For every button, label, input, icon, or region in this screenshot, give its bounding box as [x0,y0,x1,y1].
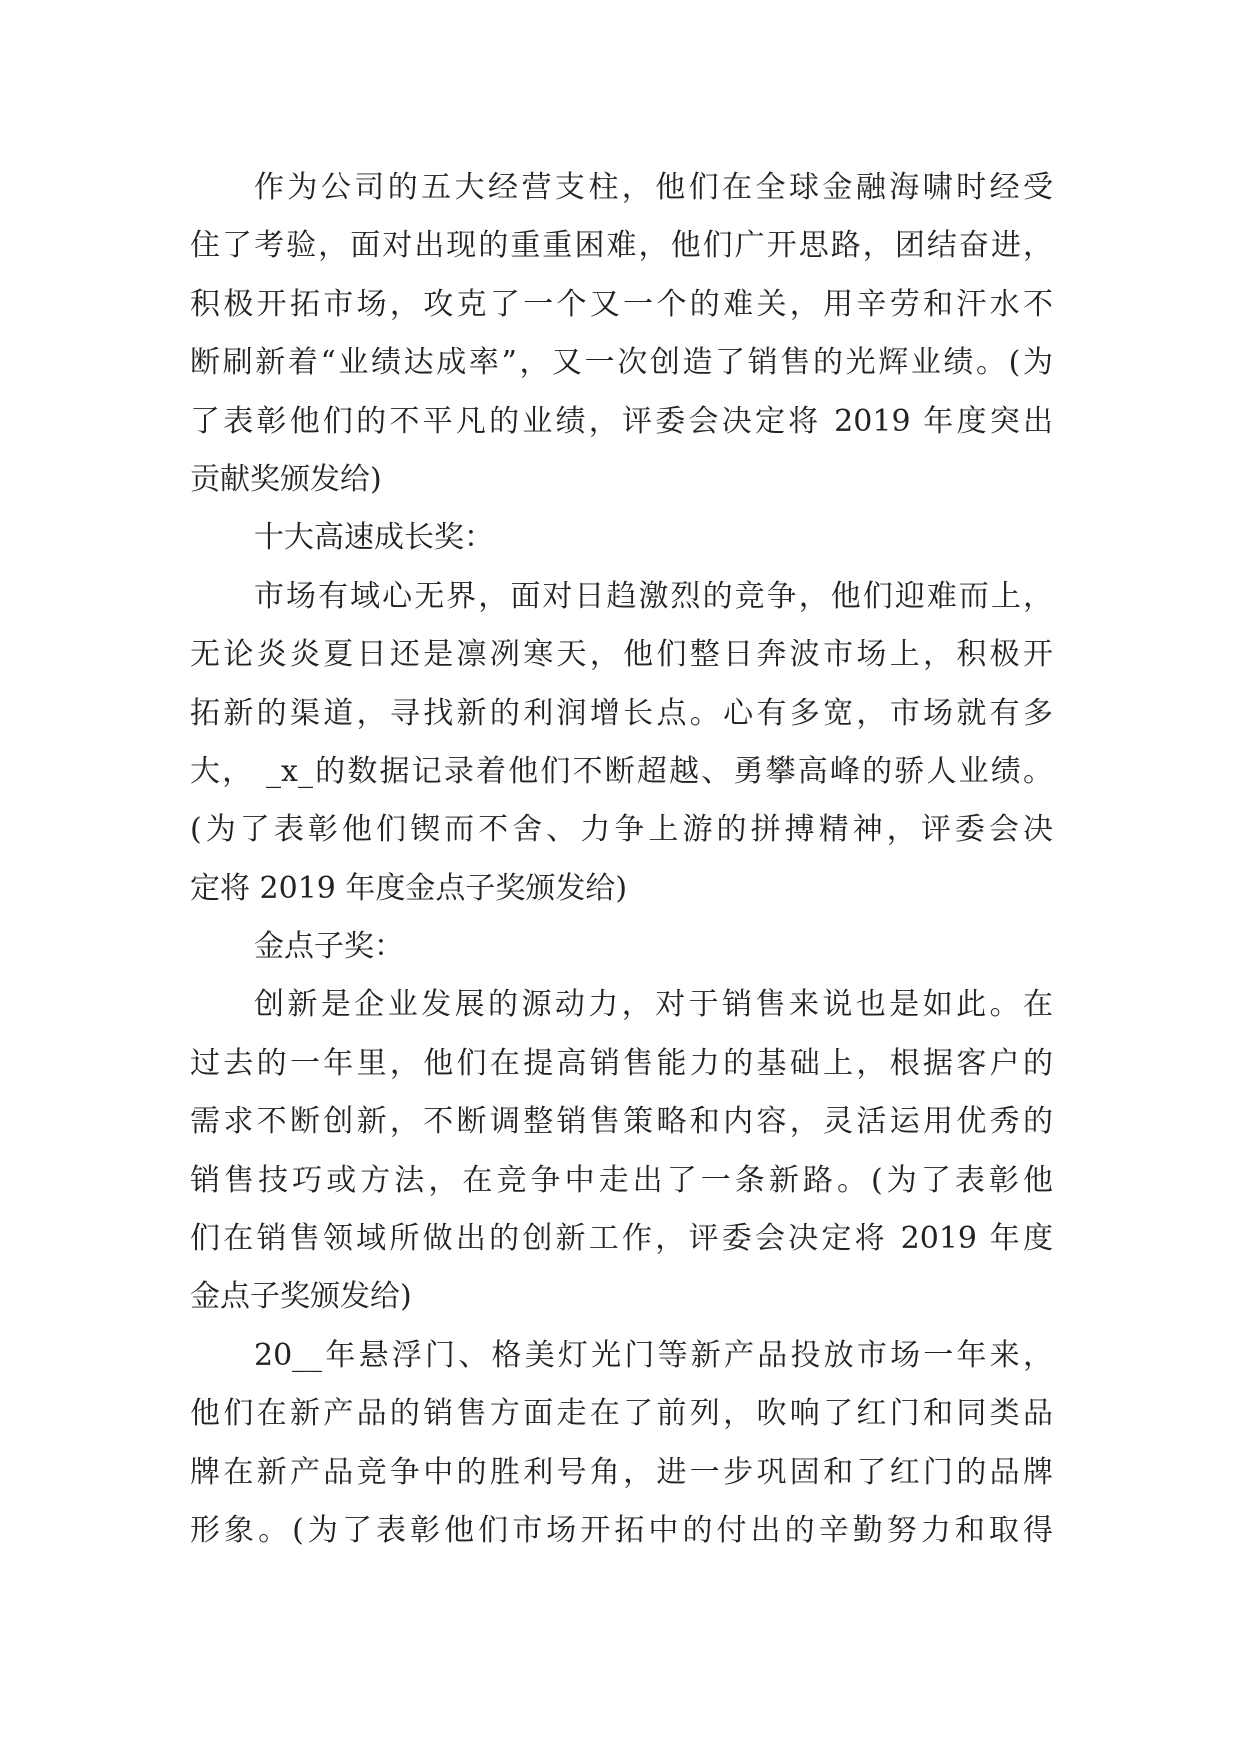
text-line: 无论炎炎夏日还是凛冽寒天，他们整日奔波市场上，积极开 [190,637,1053,673]
text-line: 拓新的渠道，寻找新的利润增长点。心有多宽，市场就有多 [190,695,1053,731]
text-line: 大， _x_的数据记录着他们不断超越、勇攀高峰的骄人业绩。 [190,753,1053,789]
text-line: 积极开拓市场，攻克了一个又一个的难关，用辛劳和汗水不 [190,286,1053,322]
award-heading-text: 金点子奖： [254,929,404,965]
text-line: 金点子奖颁发给) [190,1279,412,1315]
text-line: 创新是企业发展的源动力，对于销售来说也是如此。在 [254,987,1053,1023]
paragraph [190,568,1053,918]
award-heading [190,918,1053,976]
text-line: 们在销售领域所做出的创新工作，评委会决定将 2019 年度 [190,1221,1053,1257]
text-line: 住了考验，面对出现的重重困难，他们广开思路，团结奋进， [190,228,1053,264]
paragraph [190,976,1053,1326]
text-line: 贡献奖颁发给) [190,461,382,497]
text-line: 他们在新产品的销售方面走在了前列，吹响了红门和同类品 [190,1396,1053,1432]
text-line: 定将 2019 年度金点子奖颁发给) [190,870,628,906]
text-line: 20__年悬浮门、格美灯光门等新产品投放市场一年来， [254,1337,1053,1373]
text-line: 形象。(为了表彰他们市场开拓中的付出的辛勤努力和取得 [190,1512,1053,1548]
text-line: 销售技巧或方法，在竞争中走出了一条新路。(为了表彰他 [190,1162,1053,1198]
award-heading [190,509,1053,567]
text-line: 作为公司的五大经营支柱，他们在全球金融海啸时经受 [254,170,1053,205]
text-line: 过去的一年里，他们在提高销售能力的基础上，根据客户的 [190,1045,1053,1081]
paragraph [190,1327,1053,1561]
text-line: 牌在新产品竞争中的胜利号角，进一步巩固和了红门的品牌 [190,1454,1053,1490]
document-body [190,159,1053,1560]
text-line: 断刷新着“业绩达成率”，又一次创造了销售的光辉业绩。(为 [190,345,1053,381]
award-heading-text: 十大高速成长奖： [254,520,494,556]
text-line: 了表彰他们的不平凡的业绩，评委会决定将 2019 年度突出 [190,403,1053,439]
text-line: 市场有域心无界，面对日趋激烈的竞争，他们迎难而上， [254,578,1053,614]
text-line: 需求不断创新，不断调整销售策略和内容，灵活运用优秀的 [190,1104,1053,1140]
paragraph [190,159,1053,509]
text-line: (为了表彰他们锲而不舍、力争上游的拼搏精神，评委会决 [190,812,1053,848]
